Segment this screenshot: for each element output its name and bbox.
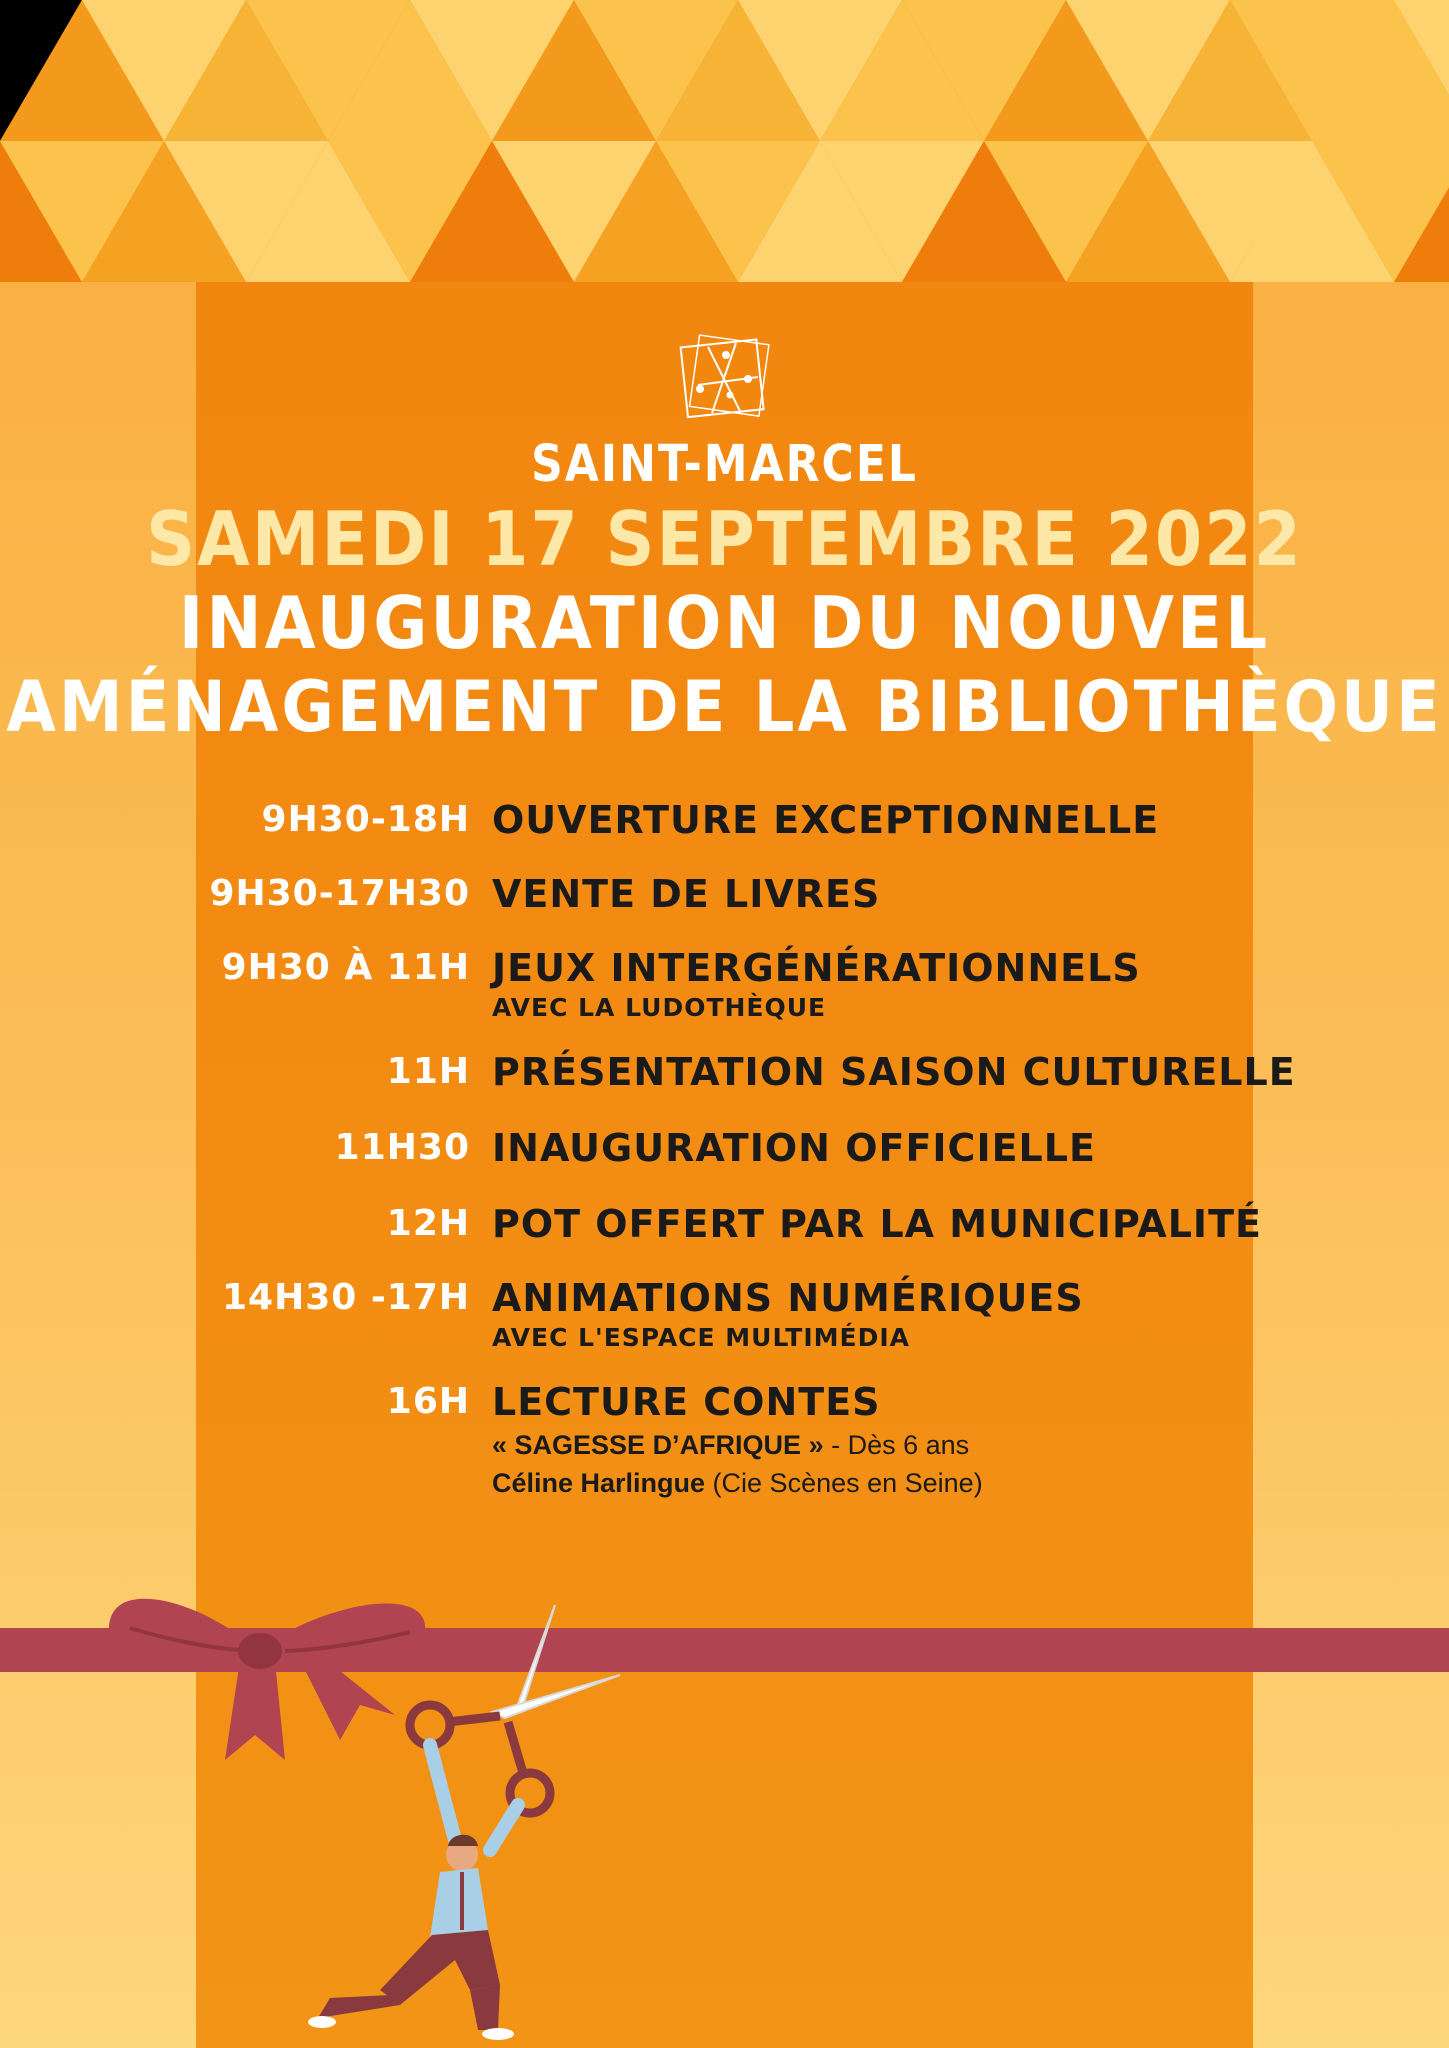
- schedule-row: [130, 870, 1350, 918]
- schedule-time: 12H: [386, 1203, 470, 1244]
- schedule-row: [130, 1124, 1350, 1172]
- schedule-time: 11H30: [334, 1127, 470, 1168]
- schedule-title: INAUGURATION OFFICIELLE: [492, 1126, 1096, 1170]
- ribbon-bow-icon: [109, 1599, 425, 1760]
- schedule-title: JEUX INTERGÉNÉRATIONNELS: [492, 946, 1141, 990]
- schedule-title: VENTE DE LIVRES: [492, 872, 881, 916]
- schedule-subtitle: AVEC L'ESPACE MULTIMÉDIA: [492, 1323, 910, 1352]
- schedule-time: 9H30-18H: [261, 799, 470, 840]
- show-title: « SAGESSE D’AFRIQUE »: [492, 1430, 824, 1460]
- schedule-detail: [492, 1464, 1350, 1502]
- library-logo-icon: [678, 333, 772, 421]
- city-name: SAINT-MARCEL: [531, 435, 918, 494]
- performer-name: Céline Harlingue: [492, 1468, 706, 1498]
- person-figure: [308, 1745, 518, 2040]
- triangle-pattern: [0, 0, 1449, 282]
- age-info: - Dès 6 ans: [823, 1430, 970, 1460]
- schedule-title: ANIMATIONS NUMÉRIQUES: [492, 1276, 1084, 1320]
- schedule-row: [130, 1274, 1350, 1354]
- schedule-time: 9H30-17H30: [209, 873, 470, 914]
- schedule-title: POT OFFERT PAR LA MUNICIPALITÉ: [492, 1202, 1262, 1246]
- schedule-row: [130, 1048, 1350, 1096]
- main-title-line1: INAUGURATION DU NOUVEL: [178, 581, 1271, 666]
- main-title-line2: AMÉNAGEMENT DE LA BIBLIOTHÈQUE: [6, 667, 1443, 749]
- company-name: (Cie Scènes en Seine): [705, 1468, 983, 1498]
- schedule-time: 11H: [386, 1051, 470, 1092]
- schedule-list: [130, 796, 1350, 1502]
- schedule-detail: [492, 1426, 1350, 1464]
- schedule-subtitle: AVEC LA LUDOTHÈQUE: [492, 993, 827, 1022]
- person-with-scissors-illustration: [0, 1590, 700, 2048]
- schedule-time: 9H30 À 11H: [221, 947, 470, 988]
- schedule-row: [130, 1378, 1350, 1502]
- schedule-row: [130, 796, 1350, 844]
- title-block: [0, 430, 1449, 750]
- event-date: SAMEDI 17 SEPTEMBRE 2022: [146, 497, 1303, 584]
- schedule-time: 16H: [386, 1381, 470, 1422]
- schedule-time: 14H30 -17H: [221, 1277, 470, 1318]
- schedule-title: OUVERTURE EXCEPTIONNELLE: [492, 798, 1160, 842]
- schedule-row: [130, 1200, 1350, 1248]
- schedule-title: LECTURE CONTES: [492, 1380, 881, 1424]
- schedule-title: PRÉSENTATION SAISON CULTURELLE: [492, 1050, 1296, 1094]
- schedule-row: [130, 944, 1350, 1024]
